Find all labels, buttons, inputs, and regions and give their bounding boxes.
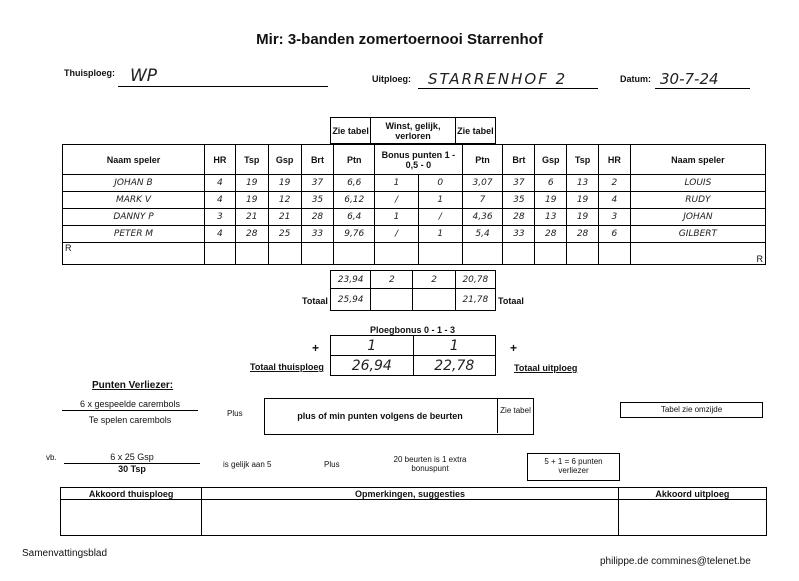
col-brt-right: Brt: [503, 145, 535, 175]
col-naam-left: Naam speler: [63, 145, 205, 175]
total-left[interactable]: 25,94: [331, 289, 371, 311]
col-brt: Brt: [301, 145, 334, 175]
page-title: Mir: 3-banden zomertoernooi Starrenhof: [256, 31, 543, 48]
empty-cell[interactable]: [418, 243, 462, 265]
ploegbonus-label: Ploegbonus 0 - 1 - 3: [370, 325, 456, 335]
footer-right: philippe.de commines@telenet.be: [600, 556, 751, 567]
col-tsp-right: Tsp: [567, 145, 599, 175]
uitploeg-line: [418, 88, 598, 89]
empty-cell[interactable]: [462, 243, 503, 265]
vb-result-box: [527, 453, 620, 481]
empty-cell[interactable]: [598, 243, 630, 265]
hr-left[interactable]: 4: [204, 226, 235, 243]
tsp-right[interactable]: 13: [567, 175, 599, 192]
empty-cell[interactable]: [301, 243, 334, 265]
zie-tabel-box: [497, 399, 533, 433]
hr-left[interactable]: 4: [204, 192, 235, 209]
gsp-right[interactable]: 13: [535, 209, 567, 226]
gsp-left[interactable]: 21: [268, 209, 301, 226]
zie-tabel-text: Zie tabel: [500, 406, 531, 415]
col-ptn: Ptn: [334, 145, 375, 175]
tabel-omzijde-box: [620, 402, 763, 418]
subtotal-left[interactable]: 23,94: [331, 271, 371, 289]
bonus-sum-left[interactable]: 2: [371, 271, 413, 289]
vb-fraction-top: 6 x 25 Gsp: [64, 452, 200, 464]
tsp-left[interactable]: 28: [235, 226, 268, 243]
table-row: [63, 175, 766, 192]
ptn-right[interactable]: 5,4: [462, 226, 503, 243]
brt-right[interactable]: 28: [503, 209, 535, 226]
total-right[interactable]: 21,78: [455, 289, 495, 311]
totaal-right-label: Totaal: [498, 296, 524, 306]
brt-left[interactable]: 33: [301, 226, 334, 243]
score-table: [62, 144, 766, 265]
ploegbonus-left[interactable]: 1: [331, 336, 414, 356]
player-right[interactable]: LOUIS: [630, 175, 765, 192]
gsp-right[interactable]: 6: [535, 175, 567, 192]
player-right[interactable]: GILBERT: [630, 226, 765, 243]
empty-cell[interactable]: [268, 243, 301, 265]
uitploeg-label: Uitploeg:: [372, 74, 411, 84]
empty-cell: [371, 289, 413, 311]
player-right[interactable]: RUDY: [630, 192, 765, 209]
ploegbonus-table: [330, 335, 496, 376]
winst-header: Winst, gelijk, verloren: [371, 118, 456, 144]
uitploeg-value[interactable]: STARRENHOF 2: [428, 70, 568, 88]
brt-left[interactable]: 28: [301, 209, 334, 226]
tsp-left[interactable]: 19: [235, 175, 268, 192]
col-hr: HR: [204, 145, 235, 175]
akkoord-table: [60, 487, 767, 536]
brt-right[interactable]: 35: [503, 192, 535, 209]
hr-right[interactable]: 4: [598, 192, 630, 209]
zie-tabel-right: Zie tabel: [455, 118, 495, 144]
bonus-right[interactable]: 1: [418, 192, 462, 209]
plus-left: +: [312, 341, 320, 355]
totaal-thuisploeg-label: Totaal thuisploeg: [250, 362, 324, 372]
vb-result-text: 5 + 1 = 6 punten verliezer: [544, 457, 603, 475]
empty-cell[interactable]: [334, 243, 375, 265]
bonus-left[interactable]: /: [375, 192, 419, 209]
totaal-uitploeg-label: Totaal uitploeg: [514, 363, 578, 373]
player-left[interactable]: PETER M: [63, 226, 205, 243]
gsp-right[interactable]: 19: [535, 192, 567, 209]
tsp-left[interactable]: 19: [235, 192, 268, 209]
player-left[interactable]: JOHAN B: [63, 175, 205, 192]
footer-left: Samenvattingsblad: [22, 548, 108, 559]
col-ptn-right: Ptn: [462, 145, 503, 175]
bonus-left[interactable]: 1: [375, 175, 419, 192]
table-row: [63, 192, 766, 209]
ptn-right[interactable]: 4,36: [462, 209, 503, 226]
ptn-right[interactable]: 3,07: [462, 175, 503, 192]
brt-right[interactable]: 37: [503, 175, 535, 192]
top-header-row: [330, 117, 496, 144]
tabel-omzijde-text: Tabel zie omzijde: [660, 405, 723, 414]
gsp-left[interactable]: 12: [268, 192, 301, 209]
thuisploeg-label: Thuisploeg:: [64, 68, 115, 78]
vb-fraction-bottom: 30 Tsp: [118, 464, 146, 474]
fraction-bottom: Te spelen carembols: [88, 415, 172, 425]
tsp-right[interactable]: 19: [567, 209, 599, 226]
empty-cell[interactable]: [204, 243, 235, 265]
plus-label: Plus: [227, 409, 243, 418]
opmerkingen-field[interactable]: [202, 500, 618, 536]
hr-right[interactable]: 6: [598, 226, 630, 243]
punten-verliezer-title: Punten Verliezer:: [92, 380, 174, 391]
ptn-left[interactable]: 6,6: [334, 175, 375, 192]
bonus-left[interactable]: /: [375, 226, 419, 243]
akkoord-thuis-header: Akkoord thuisploeg: [61, 488, 202, 500]
hr-right[interactable]: 3: [598, 209, 630, 226]
akkoord-uit-header: Akkoord uitploeg: [618, 488, 766, 500]
col-bonus: Bonus punten 1 - 0,5 - 0: [375, 145, 462, 175]
thuisploeg-value[interactable]: WP: [130, 66, 158, 86]
tsp-right[interactable]: 19: [567, 192, 599, 209]
empty-cell[interactable]: [503, 243, 535, 265]
vb-beurten: 20 beurten is 1 extra bonuspunt: [393, 455, 467, 473]
col-naam-right: Naam speler: [630, 145, 765, 175]
hr-left[interactable]: 4: [204, 175, 235, 192]
brt-left[interactable]: 37: [301, 175, 334, 192]
empty-cell[interactable]: [535, 243, 567, 265]
gsp-left[interactable]: 25: [268, 226, 301, 243]
player-right[interactable]: JOHAN: [630, 209, 765, 226]
empty-cell[interactable]: [567, 243, 599, 265]
gsp-right[interactable]: 28: [535, 226, 567, 243]
table-row-reserve: [63, 243, 766, 265]
tsp-left[interactable]: 21: [235, 209, 268, 226]
beurten-text: plus of min punten volgens de beurten: [297, 411, 463, 421]
totaal-left-label: Totaal: [302, 296, 328, 306]
ploegbonus-right[interactable]: 1: [413, 336, 496, 356]
plus-right: +: [510, 341, 518, 355]
vb-gelijk: is gelijk aan 5: [223, 460, 272, 469]
akkoord-uit-field[interactable]: [618, 500, 766, 536]
thuisploeg-line: [118, 86, 328, 87]
beurten-box: [264, 398, 534, 435]
col-gsp-right: Gsp: [535, 145, 567, 175]
akkoord-thuis-field[interactable]: [61, 500, 202, 536]
zie-tabel-left: Zie tabel: [331, 118, 371, 144]
reserve-left: R: [63, 243, 205, 265]
brt-left[interactable]: 35: [301, 192, 334, 209]
empty-cell[interactable]: [375, 243, 419, 265]
subtotal-right[interactable]: 20,78: [455, 271, 495, 289]
hr-right[interactable]: 2: [598, 175, 630, 192]
tsp-right[interactable]: 28: [567, 226, 599, 243]
reserve-right: R: [630, 243, 765, 265]
table-row: [63, 209, 766, 226]
vb-plus: Plus: [324, 460, 340, 469]
bonus-right[interactable]: 1: [418, 226, 462, 243]
col-gsp: Gsp: [268, 145, 301, 175]
opmerkingen-header: Opmerkingen, suggesties: [202, 488, 618, 500]
player-left[interactable]: MARK V: [63, 192, 205, 209]
vb-label: vb.: [46, 453, 57, 462]
ptn-right[interactable]: 7: [462, 192, 503, 209]
gsp-left[interactable]: 19: [268, 175, 301, 192]
eindtotaal-right[interactable]: 22,78: [413, 356, 496, 376]
eindtotaal-left[interactable]: 26,94: [331, 356, 414, 376]
ptn-left[interactable]: 9,76: [334, 226, 375, 243]
table-row: [63, 226, 766, 243]
ptn-left[interactable]: 6,12: [334, 192, 375, 209]
datum-label: Datum:: [620, 74, 651, 84]
bonus-right[interactable]: /: [418, 209, 462, 226]
brt-right[interactable]: 33: [503, 226, 535, 243]
bonus-sum-right[interactable]: 2: [413, 271, 455, 289]
ptn-left[interactable]: 6,4: [334, 209, 375, 226]
bonus-left[interactable]: 1: [375, 209, 419, 226]
empty-cell[interactable]: [235, 243, 268, 265]
totals-table: [330, 270, 496, 311]
col-tsp: Tsp: [235, 145, 268, 175]
datum-line: [655, 88, 750, 89]
player-left[interactable]: DANNY P: [63, 209, 205, 226]
col-hr-right: HR: [598, 145, 630, 175]
fraction-top: 6 x gespeelde carembols: [62, 399, 198, 411]
bonus-right[interactable]: 0: [418, 175, 462, 192]
empty-cell: [413, 289, 455, 311]
datum-value[interactable]: 30-7-24: [660, 70, 719, 88]
hr-left[interactable]: 3: [204, 209, 235, 226]
